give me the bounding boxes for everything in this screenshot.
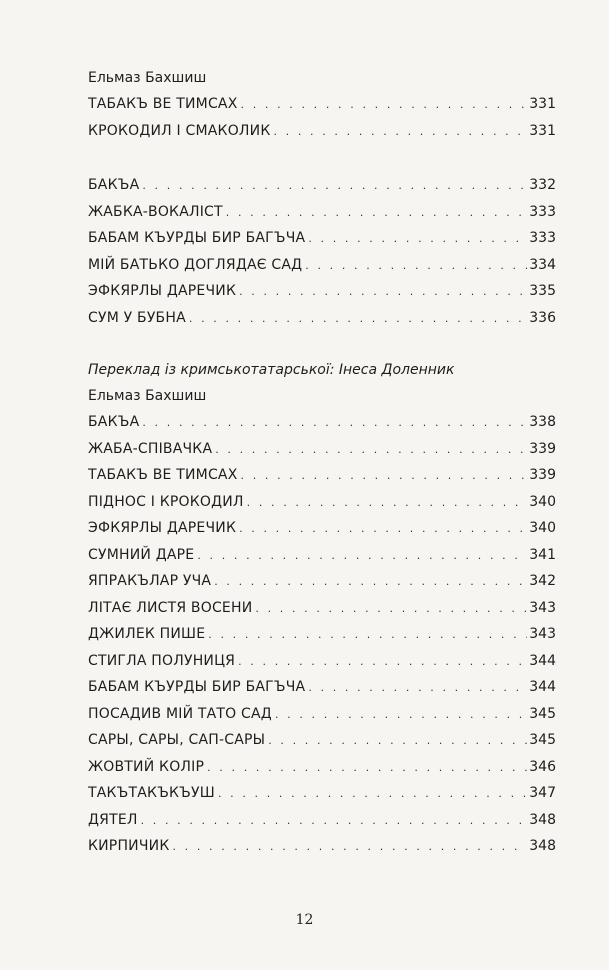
- translator-credit: Переклад із кримськотатарської: Інеса Доленник: [88, 362, 455, 378]
- dot-leader: [255, 596, 527, 622]
- toc-entry-page: 340: [529, 520, 556, 536]
- toc-entry-title: ТАБАКЪ ВЕ ТИМСАХ: [88, 96, 238, 112]
- toc-entry: [88, 199, 556, 226]
- dot-leader: [141, 808, 528, 834]
- toc-entry: [88, 648, 556, 675]
- toc-entry: [88, 172, 556, 199]
- toc-entry: [88, 489, 556, 516]
- toc-entry-title: КИРПИЧИК: [88, 838, 170, 854]
- toc-entry: [88, 409, 556, 436]
- dot-leader: [305, 253, 527, 279]
- toc-entry-title: БАКЪА: [88, 414, 140, 430]
- toc-entry: [88, 833, 556, 860]
- toc-entry-title: САРЫ, САРЫ, САП-САРЫ: [88, 732, 266, 748]
- dot-leader: [238, 649, 527, 675]
- toc-entry: [88, 674, 556, 701]
- dot-leader: [142, 410, 527, 436]
- dot-leader: [308, 675, 527, 701]
- dot-leader: [239, 516, 527, 542]
- toc-entry-page: 343: [529, 626, 556, 642]
- toc-entry-page: 339: [529, 440, 556, 457]
- toc-entry: [88, 305, 556, 332]
- toc-entry-title: ЭФКЯРЛЫ ДАРЕЧИК: [88, 520, 237, 536]
- toc-entry: [88, 278, 556, 305]
- author-name: Ельмаз Бахшиш: [88, 70, 207, 86]
- toc-entry: [88, 542, 556, 569]
- toc-entry-page: 331: [529, 122, 556, 139]
- toc-entry-page: 347: [529, 785, 556, 801]
- toc-section-3: [88, 357, 556, 860]
- toc-entry-page: 339: [529, 467, 556, 483]
- page-number: 12: [295, 912, 314, 928]
- dot-leader: [142, 173, 527, 199]
- dot-leader: [214, 569, 527, 595]
- toc-entry-title: ЛІТАЄ ЛИСТЯ ВОСЕНИ: [88, 599, 253, 616]
- dot-leader: [172, 834, 527, 860]
- toc-entry-page: 348: [529, 838, 556, 854]
- toc-entry-page: 345: [529, 705, 556, 722]
- toc-entry-title: ПІДНОС І КРОКОДИЛ: [88, 493, 244, 510]
- dot-leader: [226, 200, 528, 226]
- toc-entry: [88, 568, 556, 595]
- author-name: Ельмаз Бахшиш: [88, 388, 207, 404]
- toc-entry-page: 345: [529, 732, 556, 748]
- toc-entry-page: 341: [529, 546, 556, 563]
- toc-entry-title: СУМ У БУБНА: [88, 309, 186, 326]
- toc-entry-title: ЭФКЯРЛЫ ДАРЕЧИК: [88, 283, 237, 299]
- toc-entry-title: ПОСАДИВ МІЙ ТАТО САД: [88, 705, 272, 722]
- toc-entry-title: БАБАМ КЪУРДЫ БИР БАГЪЧА: [88, 679, 306, 695]
- dot-leader: [275, 702, 527, 728]
- toc-entry-page: 333: [529, 203, 556, 220]
- dot-leader: [189, 306, 527, 332]
- dot-leader: [273, 119, 527, 145]
- dot-leader: [218, 781, 527, 807]
- toc-entry-title: ТАБАКЪ ВЕ ТИМСАХ: [88, 467, 238, 483]
- toc-entry-title: ДЯТЕЛ: [88, 811, 138, 828]
- toc-entry-page: 344: [529, 679, 556, 695]
- dot-leader: [197, 543, 527, 569]
- toc-entry: [88, 727, 556, 754]
- toc-entry-page: 343: [529, 599, 556, 616]
- dot-leader: [215, 437, 527, 463]
- dot-leader: [207, 755, 527, 781]
- dot-leader: [241, 463, 528, 489]
- toc-section-1: [88, 65, 556, 144]
- dot-leader: [308, 226, 527, 252]
- toc-entry-title: ЖОВТИЙ КОЛІР: [88, 758, 205, 775]
- toc-entry-page: 333: [529, 230, 556, 246]
- toc-entry-page: 346: [529, 758, 556, 775]
- toc-entry-page: 342: [529, 573, 556, 589]
- toc-entry: [88, 225, 556, 252]
- toc-entry-title: ДЖИЛЕК ПИШЕ: [88, 626, 206, 642]
- toc-entry-title: СУМНИЙ ДАРЕ: [88, 546, 195, 563]
- toc-entry: [88, 515, 556, 542]
- toc-entry: [88, 701, 556, 728]
- toc-entry: [88, 621, 556, 648]
- toc-entry-title: ЯПРАКЪЛАР УЧА: [88, 573, 212, 589]
- dot-leader: [239, 279, 527, 305]
- toc-entry-page: 336: [529, 309, 556, 326]
- dot-leader: [208, 622, 527, 648]
- toc-entry-page: 348: [529, 811, 556, 828]
- toc-entry-title: ЖАБКА-ВОКАЛІСТ: [88, 203, 223, 220]
- toc-entry-page: 338: [529, 414, 556, 430]
- toc-entry: [88, 807, 556, 834]
- toc-entry-page: 335: [529, 283, 556, 299]
- toc-entry-title: БАБАМ КЪУРДЫ БИР БАГЪЧА: [88, 230, 306, 246]
- toc-entry: [88, 462, 556, 489]
- dot-leader: [247, 490, 528, 516]
- toc-entry: [88, 252, 556, 279]
- toc-entry-title: МІЙ БАТЬКО ДОГЛЯДАЄ САД: [88, 256, 303, 273]
- toc-entry-title: БАКЪА: [88, 177, 140, 193]
- toc-entry: [88, 118, 556, 145]
- toc-entry-page: 334: [529, 256, 556, 273]
- toc-section-2: [88, 172, 556, 331]
- toc-entry-page: 331: [529, 96, 556, 112]
- dot-leader: [241, 92, 528, 118]
- toc-entry: [88, 754, 556, 781]
- toc-entry: [88, 436, 556, 463]
- toc-entry-page: 340: [529, 493, 556, 510]
- toc-entry-title: ТАКЪТАКЪКЪУШ: [88, 785, 215, 801]
- toc-entry: [88, 595, 556, 622]
- toc-entry: [88, 780, 556, 807]
- toc-entry-page: 344: [529, 652, 556, 669]
- toc-entry-title: СТИГЛА ПОЛУНИЦЯ: [88, 652, 236, 669]
- toc-entry-page: 332: [529, 177, 556, 193]
- dot-leader: [268, 728, 527, 754]
- toc-entry: [88, 91, 556, 118]
- toc-entry-title: КРОКОДИЛ І СМАКОЛИК: [88, 122, 271, 139]
- toc-entry-title: ЖАБА-СПІВАЧКА: [88, 440, 213, 457]
